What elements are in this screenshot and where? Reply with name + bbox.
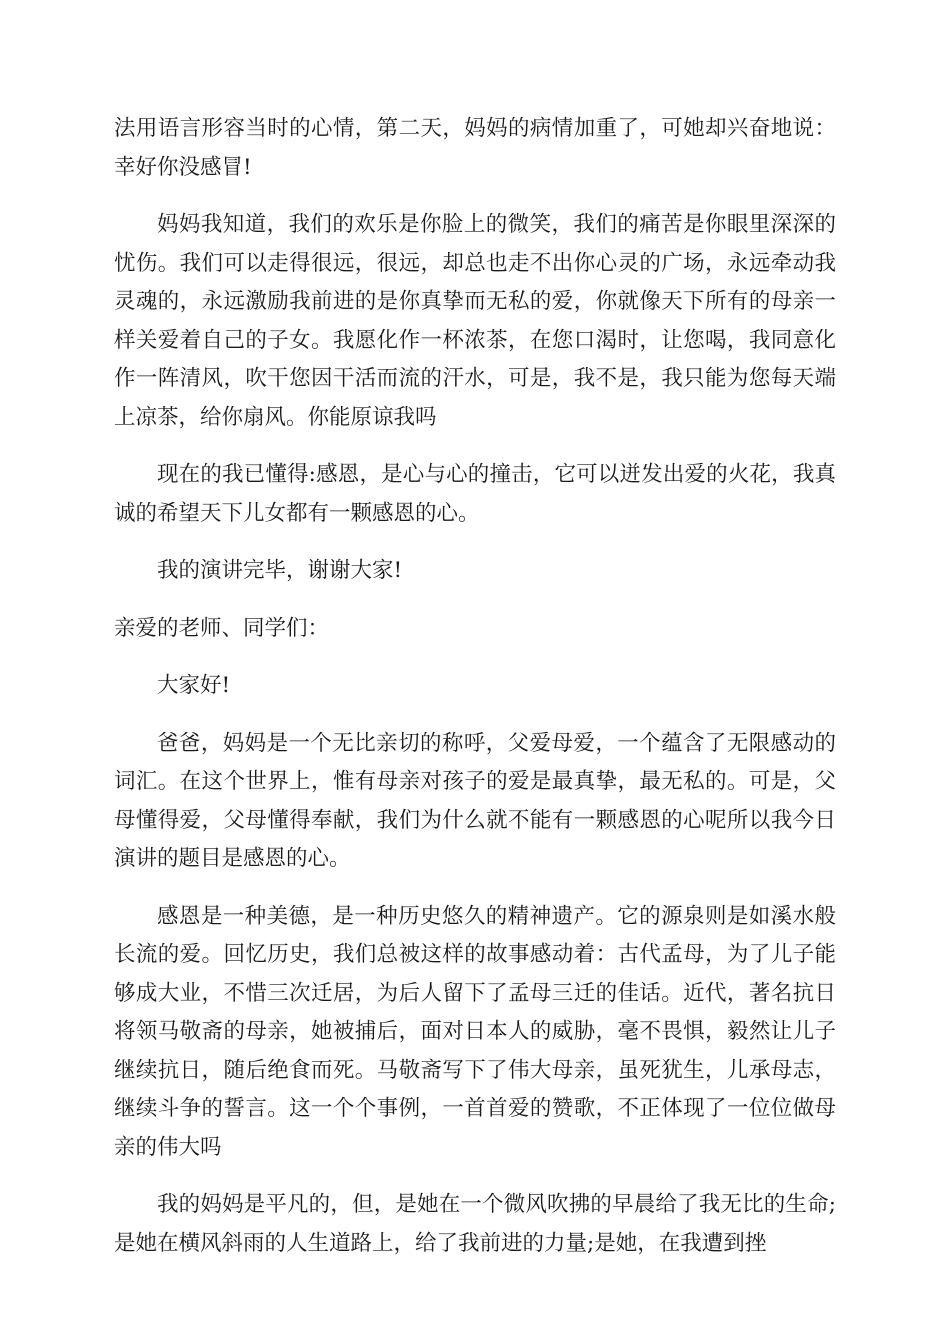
document-body bbox=[114, 110, 836, 1282]
greeting: 大家好! bbox=[157, 673, 231, 698]
paragraph-9: 我的妈妈是平凡的，但，是她在一个微风吹拂的早晨给了我无比的生命;是她在横风斜雨的人生道路上，给了我前进的力量;是她，在我遭到挫 bbox=[114, 1192, 836, 1256]
paragraph-4: 我的演讲完毕，谢谢大家! bbox=[157, 558, 403, 583]
paragraph-8: 感恩是一种美德，是一种历史悠久的精神遗产。它的源泉则是如溪水般长流的爱。回忆历史，我们总被这样的故事感动着：古代孟母，为了儿子能够成大业，不惜三次迁居，为后人留下了孟母三迁的佳话。近代，著名抗日将领马敬斋的母亲，她被捕后，面对日本人的威胁，毫不畏惧，毅然让儿子继续抗日，随后绝食而死。马敬斋写下了伟大母亲，虽死犹生，儿承母志，继续斗争的誓言。这一个个事例，一首首爱的赞歌，不正体现了一位位做母亲的伟大吗 bbox=[114, 903, 836, 1160]
paragraph-2: 妈妈我知道，我们的欢乐是你脸上的微笑，我们的痛苦是你眼里深深的忧伤。我们可以走得很远，很远，却总也走不出你心灵的广场，永远牵动我灵魂的，永远激励我前进的是你真挚而无私的爱，你就像天下所有的母亲一样关爱着自己的子女。我愿化作一杯浓茶，在您口渴时，让您喝，我同意化作一阵清风，吹干您因干活而流的汗水，可是，我不是，我只能为您每天端上凉茶，给你扇风。你能原谅我吗 bbox=[114, 212, 836, 430]
paragraph-7: 爸爸，妈妈是一个无比亲切的称呼，父爱母爱，一个蕴含了无限感动的词汇。在这个世界上，惟有母亲对孩子的爱是最真挚，最无私的。可是，父母懂得爱，父母懂得奉献，我们为什么就不能有一颗感恩的心呢所以我今日演讲的题目是感恩的心。 bbox=[114, 730, 836, 871]
paragraph-1: 法用语言形容当时的心情，第二天，妈妈的病情加重了，可她却兴奋地说：幸好你没感冒! bbox=[114, 116, 836, 180]
paragraph-3: 现在的我已懂得:感恩，是心与心的撞击，它可以迸发出爱的火花，我真诚的希望天下儿女都有一颗感恩的心。 bbox=[114, 462, 836, 526]
salutation: 亲爱的老师、同学们： bbox=[114, 615, 330, 641]
